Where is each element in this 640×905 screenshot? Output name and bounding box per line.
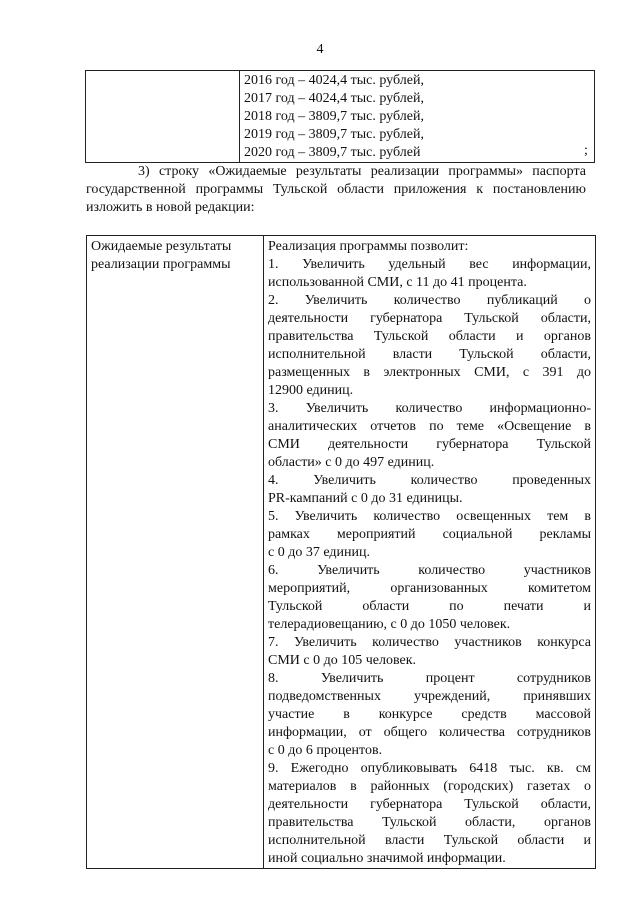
result-line: телерадиовещанию, с 0 до 1050 человек.: [268, 617, 511, 632]
budget-line: 2018 год – 3809,7 тыс. рублей,: [244, 109, 424, 124]
result-line: правительства Тульской области, органов: [268, 815, 591, 830]
budget-line: 2016 год – 4024,4 тыс. рублей,: [244, 73, 424, 88]
result-line: правительства Тульской области и органов: [268, 329, 591, 344]
result-line: 7. Увеличить количество участников конкурса: [268, 635, 591, 650]
results-table-content-cell: [264, 236, 596, 869]
result-line: деятельности губернатора Тульской области,: [268, 797, 591, 812]
result-line: с 0 до 37 единиц.: [268, 545, 370, 560]
result-line: информации, от общего количества сотрудников: [268, 725, 591, 740]
result-line: исполнительной власти Тульской области,: [268, 347, 591, 362]
budget-line: 2019 год – 3809,7 тыс. рублей,: [244, 127, 424, 142]
result-line: СМИ с 0 до 105 человек.: [268, 653, 417, 668]
label-line: реализации программы: [91, 257, 231, 272]
result-line: с 0 до 6 процентов.: [268, 743, 383, 758]
result-line: иной социально значимой информации.: [268, 851, 506, 866]
result-line: аналитических отчетов по теме «Освещение в: [268, 419, 591, 434]
budget-table-right-cell: [240, 71, 595, 163]
result-line: рамках мероприятий социальной рекламы: [268, 527, 591, 542]
result-line: области» с 0 до 497 единиц.: [268, 455, 435, 470]
intro-line: изложить в новой редакции:: [86, 200, 255, 215]
result-line: использованной СМИ, с 11 до 41 процента.: [268, 275, 527, 290]
result-line: 2. Увеличить количество публикаций о: [268, 293, 591, 308]
results-list: [268, 238, 591, 868]
budget-line: 2020 год – 3809,7 тыс. рублей: [244, 145, 421, 160]
result-line: мероприятий, организованных комитетом: [268, 581, 591, 596]
page-number: 4: [316, 42, 324, 57]
intro-line: государственной программы Тульской области приложения к постановлению: [86, 182, 586, 197]
results-table-label-cell: [87, 236, 264, 869]
result-line: подведомственных учреждений, принявших: [268, 689, 591, 704]
result-line: 9. Ежегодно опубликовывать 6418 тыс. кв. см: [268, 761, 591, 776]
result-line: Тульской области по печати и: [268, 599, 591, 614]
intro-paragraph: [86, 163, 586, 217]
budget-line: 2017 год – 4024,4 тыс. рублей,: [244, 91, 424, 106]
result-line: размещенных в электронных СМИ, с 391 до: [268, 365, 591, 380]
result-line: Реализация программы позволит:: [268, 239, 469, 254]
result-line: 1. Увеличить удельный вес информации,: [268, 257, 591, 272]
intro-line: 3) строку «Ожидаемые результаты реализации программы» паспорта: [138, 164, 586, 179]
result-line: исполнительной власти Тульской области и: [268, 833, 591, 848]
result-line: СМИ деятельности губернатора Тульской: [268, 437, 591, 452]
budget-table-left-cell: [86, 71, 240, 163]
result-line: 3. Увеличить количество информационно-: [268, 401, 591, 416]
result-line: 8. Увеличить процент сотрудников: [268, 671, 591, 686]
result-line: 6. Увеличить количество участников: [268, 563, 591, 578]
result-line: 12900 единиц.: [268, 383, 354, 398]
result-line: материалов в районных (городских) газетах о: [268, 779, 591, 794]
label-line: Ожидаемые результаты: [91, 239, 232, 254]
result-line: участие в конкурсе средств массовой: [268, 707, 591, 722]
budget-table: [85, 70, 595, 163]
result-line: PR-кампаний с 0 до 31 единицы.: [268, 491, 463, 506]
result-line: 5. Увеличить количество освещенных тем в: [268, 509, 591, 524]
result-line: 4. Увеличить количество проведенных: [268, 473, 591, 488]
results-table: [86, 235, 596, 869]
trailing-semicolon: ;: [584, 143, 588, 158]
result-line: деятельности губернатора Тульской области,: [268, 311, 591, 326]
